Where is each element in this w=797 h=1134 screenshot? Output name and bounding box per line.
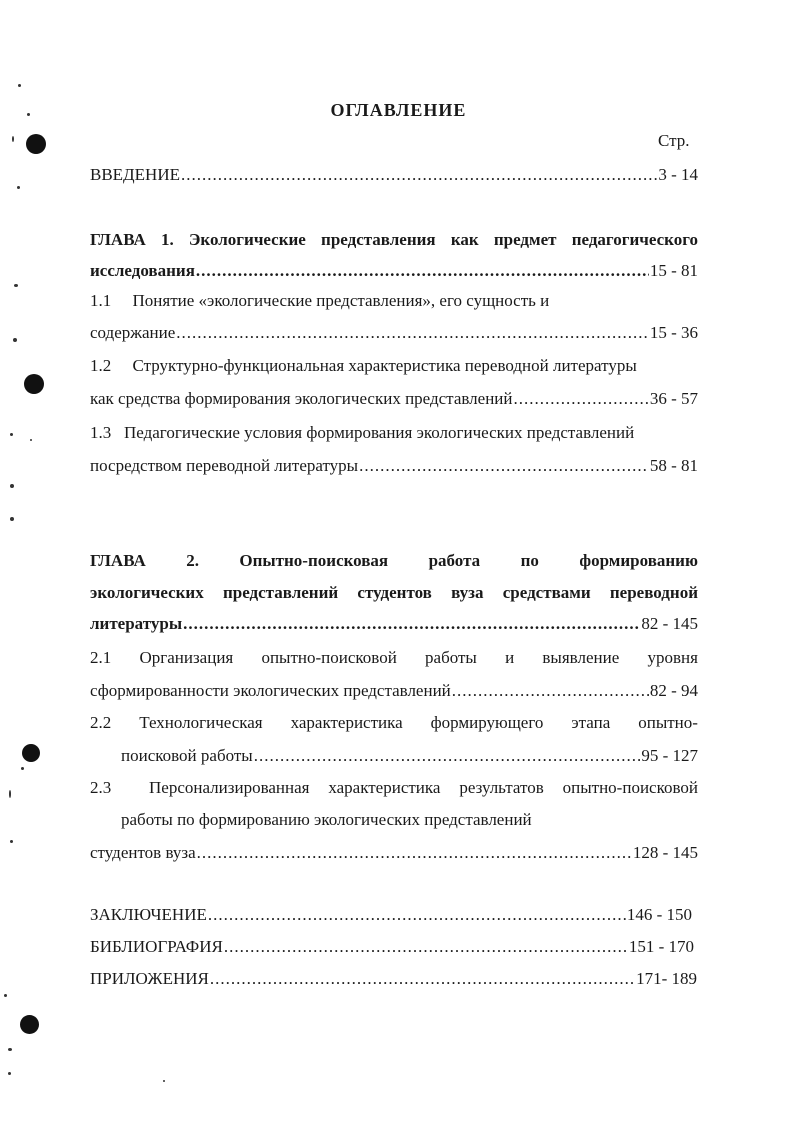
toc-entry-label: ПРИЛОЖЕНИЯ: [90, 969, 209, 988]
toc-entry-pages: 82 - 94: [649, 681, 698, 700]
toc-entry-pages: 151 - 170: [628, 937, 694, 956]
word: 2.1: [90, 648, 112, 667]
section-2-1-line2[interactable]: [90, 680, 698, 702]
speck: [14, 284, 18, 287]
leader-dots: [210, 968, 635, 990]
speck: [10, 484, 14, 488]
speck: [21, 767, 24, 770]
toc-entry-conclusion[interactable]: [90, 904, 692, 926]
chapter-2-heading[interactable]: [90, 550, 698, 572]
toc-entry-label: как средства формирования экологических представлений: [90, 389, 513, 408]
word: характеристика: [290, 713, 403, 732]
toc-entry-label: поисковой работы: [121, 746, 253, 765]
toc-entry-label: посредством переводной литературы: [90, 456, 359, 475]
toc-entry-pages: 171- 189: [636, 969, 697, 988]
section-1-3-title[interactable]: 1.3 Педагогические условия формирования экологических представлений: [90, 423, 635, 442]
toc-entry-pages: 146 - 150: [626, 905, 692, 924]
word: работы: [425, 648, 477, 667]
toc-entry-introduction[interactable]: [90, 164, 698, 186]
leader-dots: [196, 260, 649, 282]
toc-entry-label: БИБЛИОГРАФИЯ: [90, 937, 223, 956]
toc-entry-pages: 36 - 57: [649, 389, 698, 408]
section-1-3-line2[interactable]: [90, 455, 698, 477]
section-1-1-title[interactable]: 1.1 Понятие «экологические представления», его сущность и: [90, 291, 550, 310]
word: этапа: [571, 713, 611, 732]
speck: [10, 517, 14, 521]
section-2-3-line2[interactable]: работы по формированию экологических представлений: [121, 810, 532, 829]
toc-entry-bibliography[interactable]: [90, 936, 694, 958]
page-column-label: Стр.: [658, 131, 690, 150]
word: 2.: [186, 551, 199, 570]
leader-dots: [359, 455, 649, 477]
punch-hole-3: [22, 744, 40, 762]
page-title: ОГЛАВЛЕНИЕ: [330, 100, 467, 120]
chapter-1-heading[interactable]: ГЛАВА 1. Экологические представления как предмет педагогического: [90, 230, 698, 249]
word: уровня: [647, 648, 698, 667]
toc-entry-pages: 15 - 36: [649, 323, 698, 342]
toc-entry-appendices[interactable]: [90, 968, 697, 990]
toc-entry-label: ЗАКЛЮЧЕНИЕ: [90, 905, 207, 924]
punch-hole-2: [24, 374, 44, 394]
section-2-1-title[interactable]: [90, 647, 698, 669]
speck: [8, 1072, 11, 1075]
section-2-2-title[interactable]: [90, 712, 698, 734]
leader-dots: [197, 842, 632, 864]
leader-dots: [208, 904, 626, 926]
toc-entry-pages: 58 - 81: [649, 456, 698, 475]
section-1-2-title[interactable]: 1.2 Структурно-функциональная характеристика переводной литературы: [90, 356, 637, 375]
section-1-2-line2[interactable]: [90, 388, 698, 410]
word: работа: [428, 551, 481, 570]
punch-hole-4: [20, 1015, 39, 1034]
toc-entry-label: сформированности экологических представлений: [90, 681, 451, 700]
leader-dots: [452, 680, 649, 702]
speck: [9, 790, 11, 798]
toc-entry-pages: 15 - 81: [649, 261, 698, 280]
toc-entry-pages: 128 - 145: [632, 843, 698, 862]
speck: [30, 439, 32, 441]
word: Опытно-поисковая: [239, 551, 389, 570]
word: Организация: [139, 648, 234, 667]
section-1-1-line2[interactable]: [90, 322, 698, 344]
toc-entry-label: содержание: [90, 323, 176, 342]
toc-entry-label: ВВЕДЕНИЕ: [90, 165, 180, 184]
speck: [13, 338, 17, 342]
toc-entry-pages: 95 - 127: [641, 746, 698, 765]
toc-entry-pages: 3 - 14: [658, 165, 698, 184]
leader-dots: [514, 388, 649, 410]
leader-dots: [181, 164, 657, 186]
speck: [8, 1048, 12, 1051]
toc-entry-label: литературы: [90, 614, 183, 633]
word: выявление: [542, 648, 620, 667]
speck: [18, 84, 21, 87]
section-2-2-line2[interactable]: [121, 745, 698, 767]
leader-dots: [183, 613, 640, 635]
word: и: [505, 648, 515, 667]
word: опытно-: [638, 713, 698, 732]
chapter-2-heading-line2[interactable]: экологических представлений студентов вуза средствами переводной: [90, 583, 698, 602]
speck: [4, 994, 7, 997]
toc-entry-label: исследования: [90, 261, 195, 280]
leader-dots: [224, 936, 628, 958]
chapter-1-heading-line2[interactable]: [90, 260, 698, 282]
toc-entry-pages: 82 - 145: [641, 614, 698, 633]
section-2-3-line3[interactable]: [90, 842, 698, 864]
speck: [10, 433, 13, 436]
punch-hole-1: [26, 134, 46, 154]
leader-dots: [254, 745, 641, 767]
word: формирующего: [430, 713, 544, 732]
word: 2.2: [90, 713, 112, 732]
speck: [163, 1080, 165, 1082]
word: Технологическая: [139, 713, 263, 732]
word: формированию: [579, 551, 698, 570]
section-2-3-title[interactable]: 2.3 Персонализированная характеристика результатов опытно-поисковой: [90, 778, 698, 797]
word: по: [520, 551, 539, 570]
chapter-2-heading-line3[interactable]: [90, 613, 698, 635]
toc-entry-label: студентов вуза: [90, 843, 196, 862]
speck: [17, 186, 20, 189]
speck: [12, 136, 14, 142]
speck: [10, 840, 13, 843]
leader-dots: [176, 322, 649, 344]
word: опытно-поисковой: [261, 648, 397, 667]
word: ГЛАВА: [90, 551, 146, 570]
